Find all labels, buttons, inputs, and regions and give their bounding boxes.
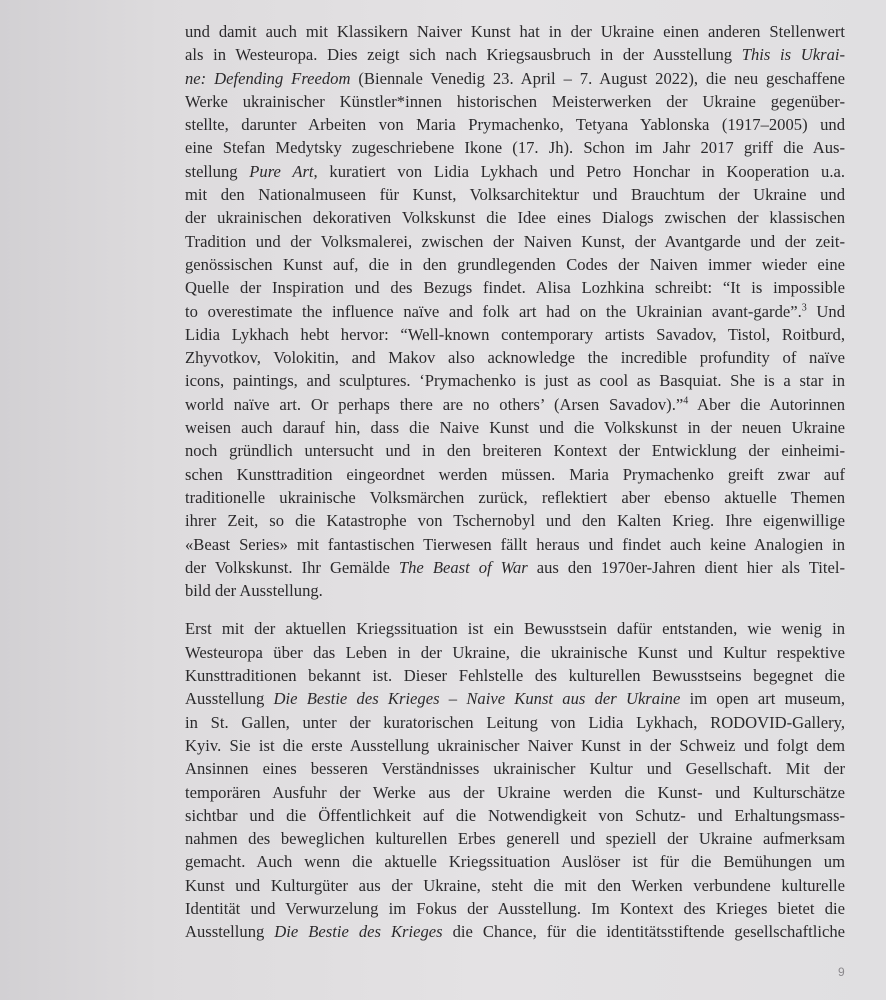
text-run: gemacht. Auch wenn die aktuelle Kriegssituation Auslöser ist für die Bemühungen um [185,852,845,872]
text-line [185,734,845,757]
text-line [185,253,845,276]
italic-title: Pure Art [249,161,314,181]
text-line [185,323,845,346]
text-line [185,641,845,664]
text-run: (Biennale Venedig 23. April – 7. August 2022), die neu geschaffene [350,68,845,88]
text-line [185,711,845,734]
text-run: world naïve art. Or perhaps there are no others’ (Arsen Savadov).” [185,394,684,414]
text-run: Kyiv. Sie ist die erste Ausstellung ukrainischer Naiver Kunst in der Schweiz und folgt dem [185,735,845,755]
text-run: noch gründlich untersucht und in den breiteren Kontext der Entwicklung der einheimi- [185,441,845,461]
text-run: sichtbar und die Öffentlichkeit auf die Notwendigkeit von Schutz- und Erhaltungsmass- [185,805,845,825]
text-line [185,206,845,229]
text-line [185,897,845,920]
text-run: traditionelle ukrainische Volksmärchen zurück, reflektiert aber ebenso aktuelle Themen [185,487,845,507]
text-run: Lidia Lykhach hebt hervor: “Well-known contemporary artists Savadov, Tistol, Roitburd, [185,324,845,344]
text-line [185,369,845,392]
text-run: Kunst und Kulturgüter aus der Ukraine, steht die mit den Werken verbundene kulturelle [185,875,845,895]
text-line [185,90,845,113]
text-line [185,230,845,253]
paragraph [185,20,845,602]
text-run: Identität und Verwurzelung im Fokus der Ausstellung. Im Kontext des Krieges bietet die [185,898,845,918]
text-run: Kunsttraditionen bekannt ist. Dieser Fehlstelle des kulturellen Bewusstseins begegnet die [185,666,845,686]
text-run: , kuratiert von Lidia Lykhach und Petro Honchar in Kooperation u.a. [313,161,845,181]
text-line [185,687,845,710]
text-line [185,486,845,509]
text-run: temporären Ausfuhr der Werke aus der Ukraine werden die Kunst- und Kulturschätze [185,782,845,802]
text-line [185,579,845,602]
italic-title: The Beast of War [398,557,528,577]
text-line [185,664,845,687]
footnote-ref: 4 [683,395,689,407]
text-run: Ausstellung [185,689,274,709]
text-line [185,556,845,579]
text-line [185,617,845,640]
footnote-ref: 3 [801,302,807,314]
text-run: und damit auch mit Klassikern Naiver Kunst hat in der Ukraine einen anderen Stellenwert [185,22,845,41]
text-run: genössischen Kunst auf, die in den grundlegenden Codes der Naiven immer wieder eine [185,254,845,274]
text-run: im open art museum, [680,689,846,709]
text-line [185,300,845,323]
text-run: bild der Ausstellung. [185,581,323,601]
italic-title: Die Bestie des Krieges [274,922,443,942]
text-run: icons, paintings, and sculptures. ‘Prymachenko is just as cool as Basquiat. She is a star in [185,371,845,391]
text-run: eine Stefan Medytsky zugeschriebene Ikone (17. Jh). Schon im Jahr 2017 griff die Aus- [185,138,845,158]
text-line [185,113,845,136]
text-run: ihrer Zeit, so die Katastrophe von Tschernobyl und den Kalten Krieg. Ihre eigenwillige [185,511,845,531]
text-line [185,276,845,299]
text-line [185,827,845,850]
text-line [185,346,845,369]
text-run: in St. Gallen, unter der kuratorischen Leitung von Lidia Lykhach, RODOVID-Gallery, [185,712,845,732]
text-line [185,781,845,804]
page-number: 9 [838,965,845,979]
text-run: der Volkskunst. Ihr Gemälde [185,557,399,577]
text-run: Quelle der Inspiration und des Bezugs findet. Alisa Lozhkina schreibt: “It is impossible [185,278,845,298]
text-line [185,920,845,943]
text-run: Tradition und der Volksmalerei, zwischen der Naiven Kunst, der Avantgarde und der zeit- [185,231,845,251]
text-run: der ukrainischen dekorativen Volkskunst die Idee eines Dialogs zwischen der klassischen [185,208,845,228]
text-line [185,183,845,206]
text-line [185,874,845,897]
text-run: mit den Nationalmuseen für Kunst, Volksarchitektur und Brauchtum der Ukraine und [185,185,845,205]
italic-title: ne: Defending Freedom [185,68,351,88]
text-line [185,43,845,66]
text-line [185,160,845,183]
text-run: Ausstellung [185,922,275,942]
text-line [185,136,845,159]
text-run: stellung [185,161,250,181]
text-run: weisen auch darauf hin, dass die Naive Kunst und die Volkskunst in der neuen Ukraine [185,418,845,438]
paragraph [185,617,845,943]
text-run: «Beast Series» mit fantastischen Tierwesen fällt heraus und findet auch keine Analogien in [185,534,845,554]
text-run: Aber die Autorinnen [688,394,845,414]
italic-title: Die Bestie des Krieges – Naive Kunst aus der Ukraine [273,689,681,709]
text-run: to overestimate the influence naïve and folk art had on the Ukrainian avant-garde”. [185,301,802,321]
text-run: stellte, darunter Arbeiten von Maria Prymachenko, Tetyana Yablonska (1917–2005) und [185,115,845,135]
italic-title: This is Ukrai- [741,45,845,65]
text-line [185,509,845,532]
text-line [185,439,845,462]
text-line [185,804,845,827]
text-line [185,67,845,90]
text-run: als in Westeuropa. Dies zeigt sich nach Kriegsausbruch in der Ausstellung [185,45,742,65]
text-run: Und [806,301,846,321]
body-text-column [185,20,845,944]
text-run: Werke ukrainischer Künstler*innen historischen Meisterwerken der Ukraine gegenüber- [185,91,845,111]
text-line [185,463,845,486]
text-line [185,850,845,873]
text-run: die Chance, für die identitätsstiftende gesellschaftliche [442,922,845,942]
text-line [185,533,845,556]
text-line [185,757,845,780]
text-run: schen Kunsttradition eingeordnet werden müssen. Maria Prymachenko greift zwar auf [185,464,845,484]
text-run: Zhyvotkov, Volokitin, and Makov also acknowledge the incredible profundity of naïve [185,348,845,368]
text-line [185,416,845,439]
text-line [185,393,845,416]
text-line [185,20,845,43]
text-run: Erst mit der aktuellen Kriegssituation ist ein Bewusstsein dafür entstanden, wie wenig in [185,619,845,639]
text-run: Ansinnen eines besseren Verständnisses ukrainischer Kultur und Gesellschaft. Mit der [185,759,845,779]
text-run: aus den 1970er-Jahren dient hier als Titel- [527,557,845,577]
text-run: nahmen des beweglichen kulturellen Erbes generell und speziell der Ukraine aufmerksam [185,829,845,849]
text-run: Westeuropa über das Leben in der Ukraine, die ukrainische Kunst und Kultur respektive [185,642,845,662]
